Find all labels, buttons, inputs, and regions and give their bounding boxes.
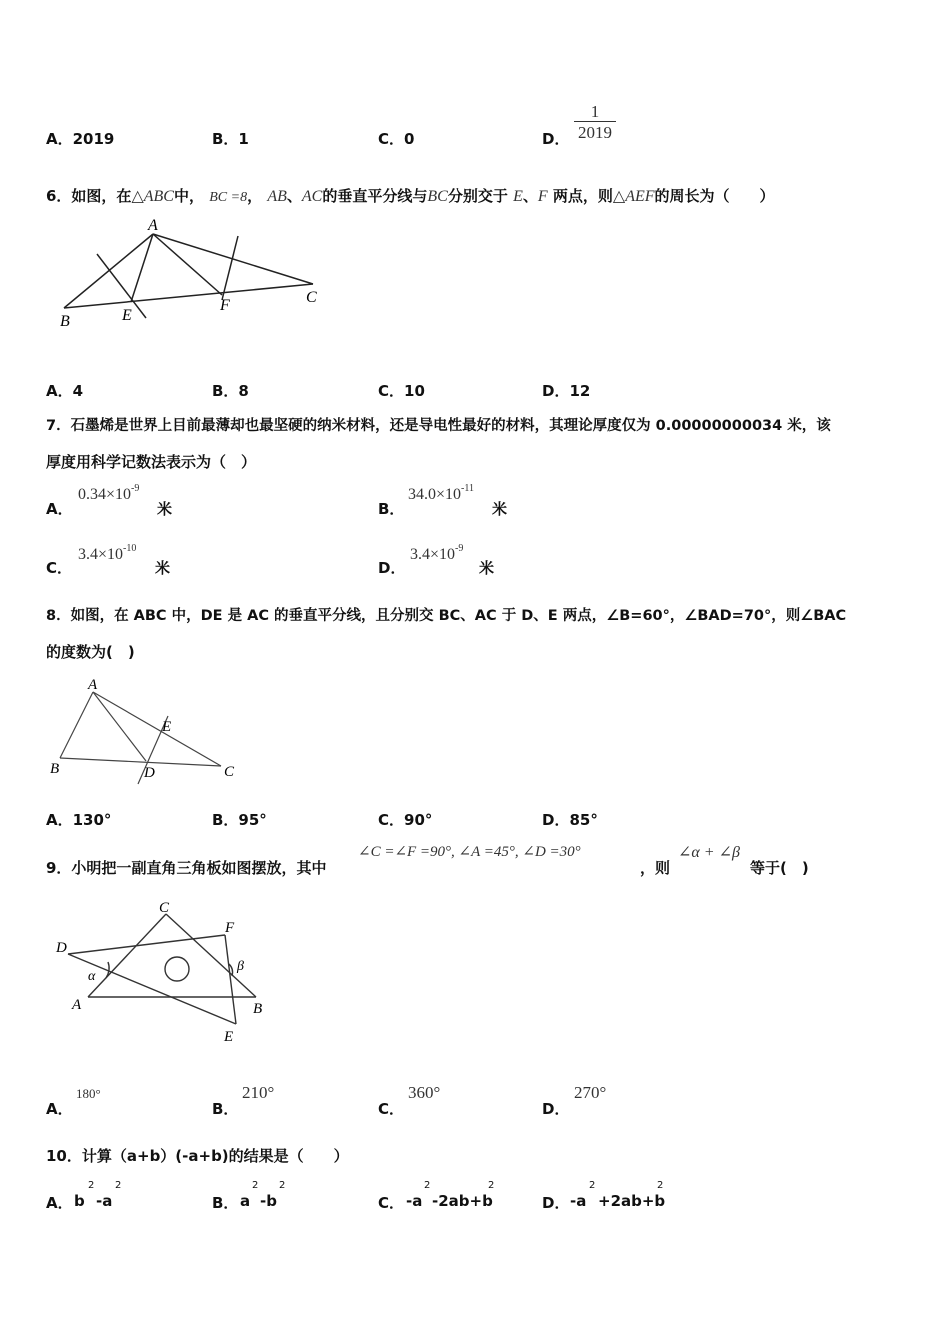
q6-label-a: A bbox=[148, 217, 158, 234]
q9-stem-text-1: 9．小明把一副直角三角板如图摆放，其中 bbox=[46, 859, 327, 877]
q6-text-5: 分别交于 bbox=[447, 187, 508, 205]
q10-option-b-term-1: a bbox=[240, 1192, 251, 1210]
q10-option-d-term-2: +2ab+b bbox=[598, 1192, 666, 1210]
q6-math-ab: AB bbox=[267, 188, 287, 205]
q9-label-a: A bbox=[72, 997, 82, 1013]
q5-option-d-label: D． bbox=[542, 130, 570, 148]
q10-option-a-exp-2: 2 bbox=[115, 1180, 122, 1191]
q7-d-exponent: -9 bbox=[455, 543, 464, 554]
q8-option-c: C．90° bbox=[378, 811, 433, 829]
q7-option-d-unit: 米 bbox=[479, 559, 495, 577]
q6-math-ac: AC bbox=[301, 188, 323, 205]
q10-option-a-label: A． bbox=[46, 1194, 73, 1212]
q7-stem-line-2: 厚度用科学记数法表示为（ ） bbox=[46, 453, 257, 471]
q6-sep-2: 、 bbox=[522, 187, 538, 205]
q7-c-base: 3.4×10 bbox=[78, 546, 124, 563]
q7-stem-line-1: 7．石墨烯是世界上目前最薄却也最坚硬的纳米材料，还是导电性最好的材料，其理论厚度仅为 0.00000000034 米，该 bbox=[46, 418, 831, 434]
q6-segment-af bbox=[153, 234, 222, 295]
q5-option-d-fraction bbox=[574, 102, 616, 143]
q7-option-d-label: D． bbox=[378, 559, 406, 577]
q7-option-b-unit: 米 bbox=[492, 500, 508, 518]
q9-option-d-label: D． bbox=[542, 1100, 570, 1118]
q9-segment-fe bbox=[225, 935, 236, 1024]
q7-option-a-value bbox=[78, 483, 140, 504]
q9-segment-ac bbox=[88, 914, 166, 997]
q6-text-7: 的周长为（ ） bbox=[654, 187, 775, 205]
q10-option-b-exp-2: 2 bbox=[279, 1180, 286, 1191]
q6-option-d: D．12 bbox=[542, 382, 591, 400]
q6-option-a: A．4 bbox=[46, 382, 84, 400]
q9-label-beta: β bbox=[237, 959, 244, 974]
q6-text-6: 两点，则 bbox=[552, 187, 613, 205]
q10-option-c-term-1: -a bbox=[406, 1192, 423, 1210]
q8-option-b: B．95° bbox=[212, 811, 267, 829]
q7-option-b-value bbox=[408, 483, 474, 504]
q10-option-a-exp-1: 2 bbox=[88, 1180, 95, 1191]
q9-option-d-value: 270° bbox=[574, 1083, 607, 1102]
q9-expression: ∠α + ∠β bbox=[678, 844, 740, 861]
q10-option-d-term-1: -a bbox=[570, 1192, 587, 1210]
q5-fraction-numerator: 1 bbox=[574, 102, 616, 122]
q10-option-b-term-2: -b bbox=[260, 1192, 277, 1210]
q8-segment-ad bbox=[93, 692, 146, 761]
q9-condition: ∠C =∠F =90°, ∠A =45°, ∠D =30° bbox=[358, 844, 581, 860]
q9-segment-df bbox=[68, 935, 225, 954]
q6-math-triangle-aef: △AEF bbox=[612, 188, 655, 205]
q8-label-d: D bbox=[144, 765, 155, 781]
q9-label-alpha: α bbox=[88, 969, 96, 984]
q10-option-c-term-2: -2ab+b bbox=[432, 1192, 493, 1210]
q6-text-1: 6．如图，在 bbox=[46, 187, 132, 205]
q6-text-3: ， bbox=[247, 187, 263, 205]
q7-option-c-label: C． bbox=[46, 559, 73, 577]
q7-option-a-label: A． bbox=[46, 500, 73, 518]
q10-option-d-exp-1: 2 bbox=[589, 1180, 596, 1191]
q6-label-e: E bbox=[122, 307, 132, 324]
q9-option-a-label: A． bbox=[46, 1100, 73, 1118]
q10-option-a-term-2: -a bbox=[96, 1192, 113, 1210]
q9-segment-cb bbox=[166, 914, 256, 997]
q7-d-base: 3.4×10 bbox=[410, 546, 456, 563]
q10-option-b-label: B． bbox=[212, 1194, 239, 1212]
q6-bisector-ac bbox=[222, 236, 238, 300]
q7-option-a-unit: 米 bbox=[157, 500, 173, 518]
q9-label-b: B bbox=[253, 1001, 263, 1017]
q10-option-b-exp-1: 2 bbox=[252, 1180, 259, 1191]
q7-a-exponent: -9 bbox=[131, 483, 140, 494]
q6-figure bbox=[56, 212, 336, 340]
q6-stem bbox=[46, 185, 775, 206]
q7-c-exponent: -10 bbox=[123, 543, 137, 554]
q5-option-c: C．0 bbox=[378, 130, 415, 148]
q9-option-b-value: 210° bbox=[242, 1083, 275, 1102]
q6-option-c: C．10 bbox=[378, 382, 425, 400]
q6-math-e: E bbox=[513, 188, 523, 205]
q7-b-exponent: -11 bbox=[461, 483, 474, 494]
q9-stem-text-2: ，则 bbox=[640, 859, 671, 877]
q6-segment-ae bbox=[131, 234, 153, 302]
q10-option-d-label: D． bbox=[542, 1194, 570, 1212]
q10-stem: 10．计算（a+b）(-a+b)的结果是（ ） bbox=[46, 1147, 349, 1165]
q8-label-a: A bbox=[88, 677, 98, 693]
q8-segment-bc bbox=[60, 758, 221, 766]
q7-b-base: 34.0×10 bbox=[408, 486, 462, 503]
q10-option-c-exp-2: 2 bbox=[488, 1180, 495, 1191]
q9-option-a-value: 180° bbox=[76, 1086, 101, 1101]
q5-option-a: A．2019 bbox=[46, 130, 115, 148]
q6-math-triangle-abc: △ABC bbox=[131, 188, 174, 205]
q8-segment-ab bbox=[60, 692, 93, 758]
q8-label-b: B bbox=[50, 761, 60, 777]
q10-option-a-term-1: b bbox=[74, 1192, 85, 1210]
q9-figure bbox=[48, 896, 278, 1046]
q8-option-d: D．85° bbox=[542, 811, 598, 829]
q9-segment-de bbox=[68, 954, 236, 1024]
q7-option-c-unit: 米 bbox=[155, 559, 171, 577]
q8-stem-line-2: 的度数为( ) bbox=[46, 643, 135, 661]
q8-stem-line-1: 8．如图，在 ABC 中，DE 是 AC 的垂直平分线，且分别交 BC、AC 于 D、E 两点，∠B=60°，∠BAD=70°，则∠BAC bbox=[46, 608, 847, 624]
q9-option-c-label: C． bbox=[378, 1100, 405, 1118]
q8-segment-ac bbox=[93, 692, 221, 766]
q7-option-b-label: B． bbox=[378, 500, 405, 518]
q6-segment-bc bbox=[64, 284, 313, 308]
q7-a-base: 0.34×10 bbox=[78, 486, 132, 503]
q10-option-d-exp-2: 2 bbox=[657, 1180, 664, 1191]
q6-segment-ab bbox=[64, 234, 153, 308]
q8-option-a: A．130° bbox=[46, 811, 112, 829]
q8-label-c: C bbox=[224, 764, 235, 780]
q9-option-b-label: B． bbox=[212, 1100, 239, 1118]
q6-math-bc: BC bbox=[427, 188, 448, 205]
q7-option-c-value bbox=[78, 543, 137, 564]
q6-label-b: B bbox=[60, 313, 70, 330]
q5-fraction-denominator: 2019 bbox=[578, 123, 612, 142]
q9-label-d: D bbox=[56, 940, 67, 956]
q9-label-f: F bbox=[225, 920, 235, 936]
q6-label-c: C bbox=[306, 289, 317, 306]
q6-math-bc-8: BC =8 bbox=[209, 190, 248, 205]
q5-option-b: B．1 bbox=[212, 130, 249, 148]
q7-option-d-value bbox=[410, 543, 464, 564]
q9-triangle-hole bbox=[165, 957, 189, 981]
q9-stem-text-3: 等于( ) bbox=[750, 859, 809, 877]
q6-sep-1: 、 bbox=[286, 187, 302, 205]
q6-text-2: 中， bbox=[173, 187, 204, 205]
q6-label-f: F bbox=[220, 297, 230, 314]
q9-label-c: C bbox=[159, 900, 170, 916]
q6-option-b: B．8 bbox=[212, 382, 249, 400]
q9-label-e: E bbox=[224, 1029, 234, 1045]
q10-option-c-label: C． bbox=[378, 1194, 405, 1212]
q6-text-4: 的垂直平分线与 bbox=[322, 187, 428, 205]
q10-option-c-exp-1: 2 bbox=[424, 1180, 431, 1191]
q8-label-e: E bbox=[162, 719, 172, 735]
q9-option-c-value: 360° bbox=[408, 1083, 441, 1102]
q8-figure bbox=[46, 676, 246, 786]
q6-math-f: F bbox=[537, 188, 548, 205]
